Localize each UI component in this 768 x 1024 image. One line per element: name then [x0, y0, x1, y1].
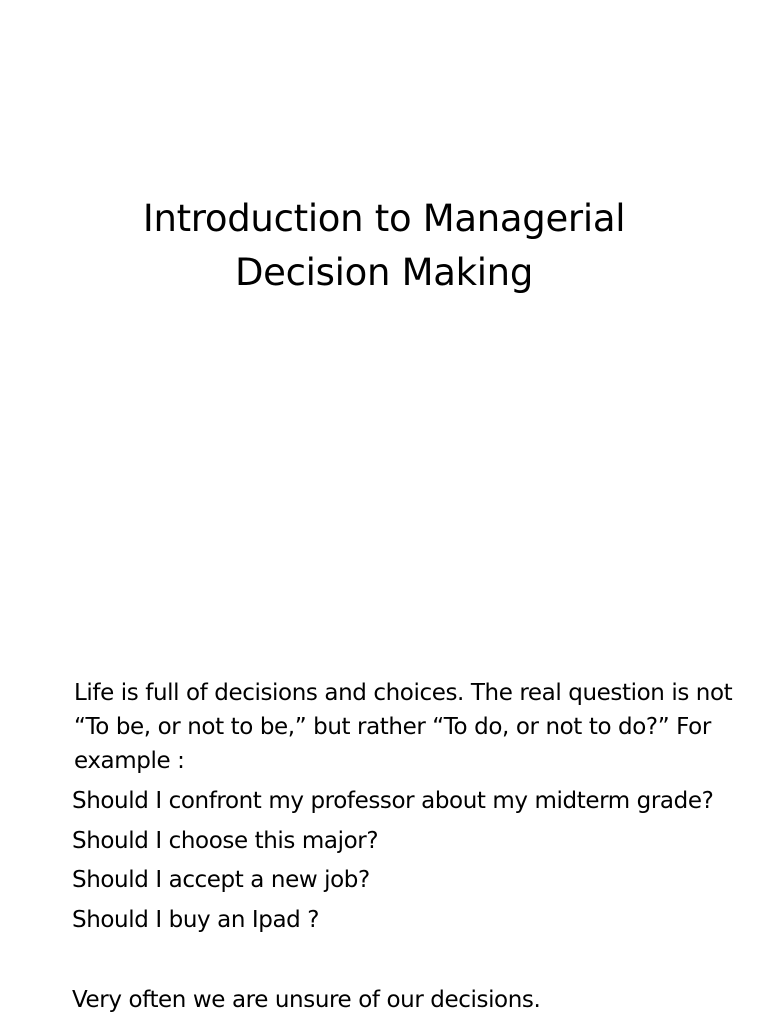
- paragraph-spacer: [72, 940, 762, 980]
- slide-title: [0, 192, 768, 300]
- intro-line-1: Life is full of decisions and choices. The real question is not: [74, 680, 733, 706]
- slide-body: [72, 676, 762, 1020]
- question-item: Should I accept a new job?: [72, 867, 370, 893]
- question-item: Should I confront my professor about my midterm grade?: [72, 788, 714, 814]
- intro-paragraph: [72, 676, 762, 778]
- intro-line-2: “To be, or not to be,” but rather “To do, or not to do?” For: [74, 714, 711, 740]
- intro-line-3: example :: [74, 748, 185, 774]
- question-item: Should I buy an Ipad ?: [72, 906, 320, 933]
- title-line-1: Introduction to Managerial: [142, 197, 626, 240]
- closing-line: Very often we are unsure of our decisions.: [72, 987, 541, 1013]
- title-line-2: Decision Making: [234, 251, 534, 294]
- question-item: Should I choose this major?: [72, 827, 379, 854]
